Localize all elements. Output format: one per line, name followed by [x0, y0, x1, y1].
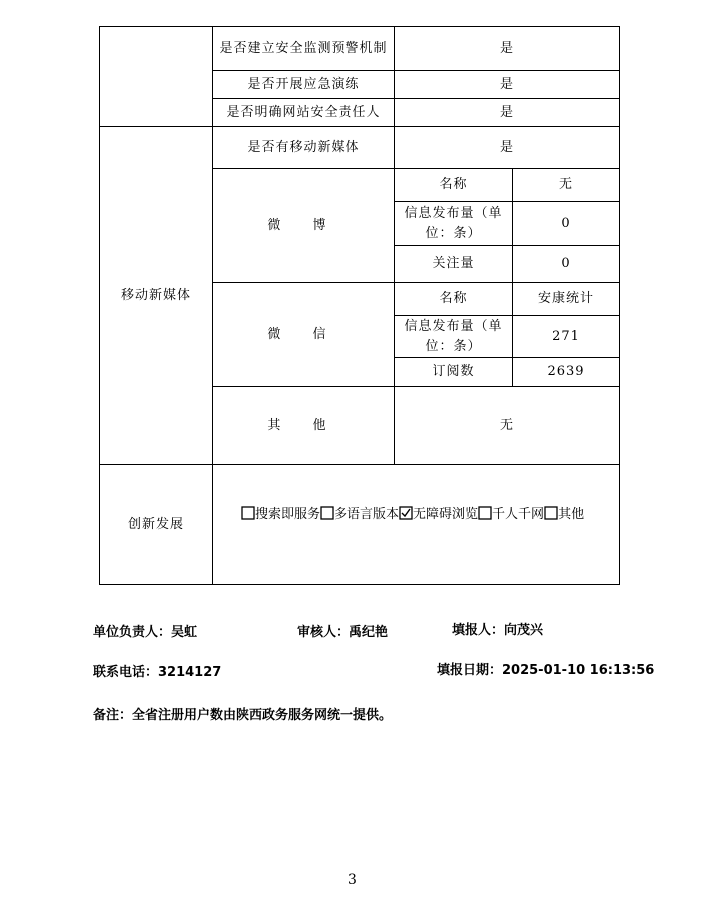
other-value: 无	[395, 387, 620, 465]
remark: 备注：全省注册用户数由陕西政务服务网统一提供。	[93, 708, 393, 723]
option-accessible-browsing[interactable]: 无障碍浏览	[399, 507, 478, 522]
wechat-name-label: 名称	[395, 283, 513, 316]
checkbox-icon[interactable]	[478, 506, 492, 527]
drill-label: 是否开展应急演练	[213, 71, 395, 99]
contact-phone: 联系电话：3214127	[93, 665, 222, 680]
has-mobile-value: 是	[395, 127, 620, 169]
has-mobile-label: 是否有移动新媒体	[213, 127, 395, 169]
filler: 填报人：向茂兴	[452, 623, 544, 638]
fill-date: 填报日期：2025-01-10 16:13:56	[437, 663, 655, 678]
option-personalized-web[interactable]: 千人千网	[478, 507, 544, 522]
innovation-options	[213, 465, 620, 585]
weibo-label: 微 博	[213, 169, 395, 283]
option-other[interactable]: 其他	[544, 507, 584, 522]
checkbox-icon[interactable]	[544, 506, 558, 527]
page-number: 3	[348, 872, 357, 888]
weibo-posts-label: 信息发布量（单位：条）	[395, 202, 513, 246]
other-label: 其 他	[213, 387, 395, 465]
checkbox-icon[interactable]	[241, 506, 255, 527]
innovation-label: 创新发展	[100, 465, 213, 585]
wechat-posts-value: 271	[513, 316, 620, 358]
weibo-name-label: 名称	[395, 169, 513, 202]
checkbox-icon[interactable]	[320, 506, 334, 527]
wechat-posts-label: 信息发布量（单位：条）	[395, 316, 513, 358]
wechat-label: 微 信	[213, 283, 395, 387]
wechat-subs-label: 订阅数	[395, 358, 513, 387]
weibo-follow-label: 关注量	[395, 246, 513, 283]
monitoring-label: 是否建立安全监测预警机制	[213, 27, 395, 71]
drill-value: 是	[395, 71, 620, 99]
option-search-as-service[interactable]: 搜索即服务	[241, 507, 320, 522]
weibo-follow-value: 0	[513, 246, 620, 283]
statistics-table	[99, 26, 620, 585]
reviewer: 审核人：禹纪艳	[297, 625, 389, 640]
responsible-value: 是	[395, 99, 620, 127]
weibo-name-value: 无	[513, 169, 620, 202]
wechat-name-value: 安康统计	[513, 283, 620, 316]
weibo-posts-value: 0	[513, 202, 620, 246]
unit-head: 单位负责人：吴虹	[93, 625, 198, 640]
checked-checkbox-icon[interactable]	[399, 506, 413, 527]
wechat-subs-value: 2639	[513, 358, 620, 387]
mobile-media-section: 移动新媒体	[100, 127, 213, 465]
option-multilingual[interactable]: 多语言版本	[320, 507, 399, 522]
responsible-label: 是否明确网站安全责任人	[213, 99, 395, 127]
monitoring-value: 是	[395, 27, 620, 71]
blank-category-cell	[100, 27, 213, 127]
